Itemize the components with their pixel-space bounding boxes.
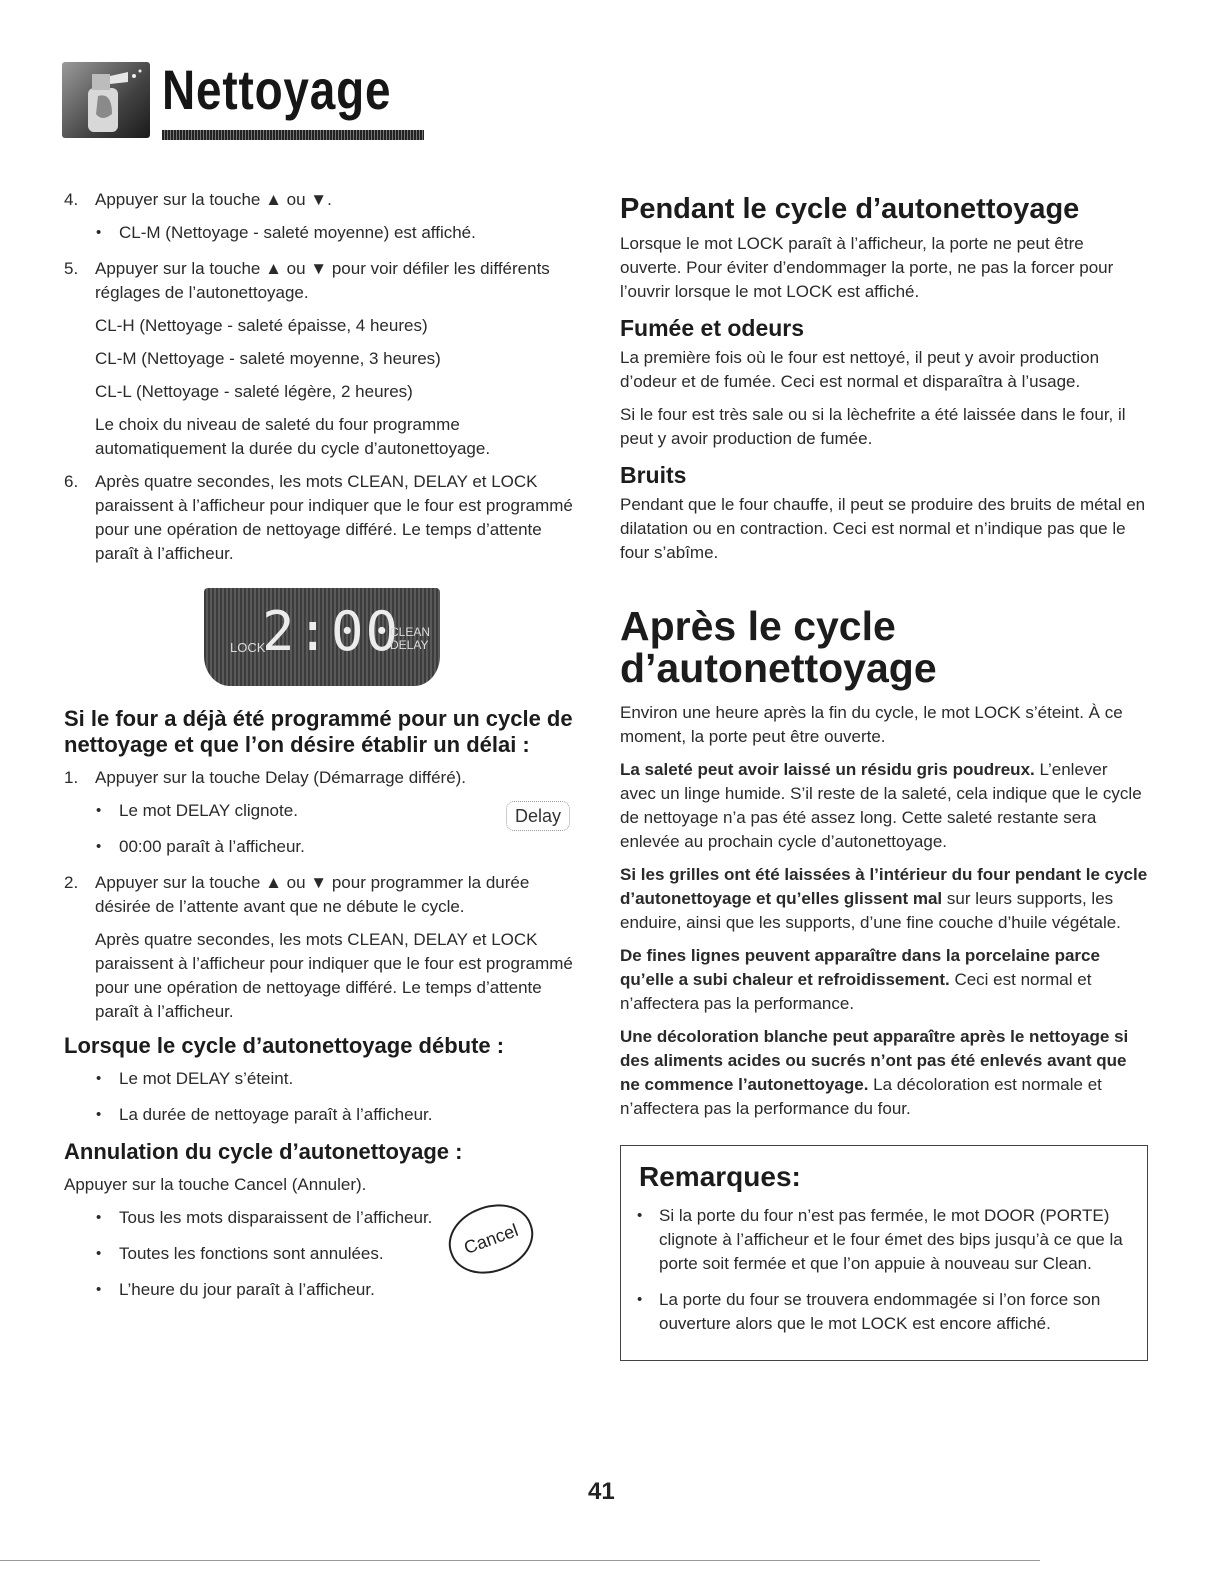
display-delay-label: DELAY: [390, 638, 429, 652]
cancel-bullets: [64, 1206, 584, 1302]
display-lock-label: LOCK: [230, 640, 266, 655]
cancel-button-illustration: Cancel: [439, 1193, 542, 1284]
remarks-title: Remarques:: [639, 1161, 801, 1192]
clean-level-medium: CL-M (Nettoyage - saleté moyenne, 3 heures): [95, 349, 441, 368]
racks-lead: Si les grilles ont été laissées à l’intérieur du four pendant le cycle d’autonettoyage et qu’elles glissent mal: [620, 865, 1148, 908]
list-item: • Toutes les fonctions sont annulées.: [64, 1242, 584, 1266]
delay-bullets: [64, 799, 584, 859]
oven-display-illustration: [204, 588, 440, 686]
lines-paragraph: [620, 944, 1148, 1016]
after-heading: [620, 605, 1148, 689]
bottom-divider: [0, 1560, 1040, 1561]
step-5: [64, 257, 584, 305]
start-heading: Lorsque le cycle d’autonettoyage débute :: [64, 1033, 505, 1058]
display-digits: 2:00: [262, 600, 401, 663]
smoke-text-1: La première fois où le four est nettoyé, il peut y avoir production d’odeur et de fumée. Ceci est normal et disparaîtra à l’usage.: [620, 348, 1100, 391]
list-item: • Le mot DELAY s’éteint.: [64, 1067, 584, 1091]
list-item: • Le mot DELAY clignote.: [64, 799, 584, 823]
step-4: [64, 188, 584, 212]
smoke-text-2: Si le four est très sale ou si la lèchefrite a été laissée dans le four, il peut y avoir production de fumée.: [620, 405, 1126, 448]
noise-heading: Bruits: [620, 462, 687, 488]
step-5-note: Le choix du niveau de saleté du four programme automatiquement la durée du cycle d’autonettoyage.: [95, 415, 491, 458]
residue-text: L’enlever avec un linge humide. S’il reste de la saleté, cela indique que le cycle de nettoyage n’a pas été assez long. Cette saleté restante sera enlevée au prochain cycle d’autonettoyage.: [620, 760, 1142, 851]
delay-step-1: [64, 766, 584, 790]
delay-step-2: [64, 871, 584, 919]
list-item: • Si la porte du four n’est pas fermée, le mot DOOR (PORTE) clignote à l’afficheur et le four émet des bips jusqu’à ce que la porte soit fermée et que l’on appuie à nouveau sur Clean.: [637, 1204, 1131, 1276]
delay-step-2-note: Après quatre secondes, les mots CLEAN, DELAY et LOCK paraissent à l’afficheur pour indiquer que le four est programmé pour une opération de nettoyage différé. Le temps d’attente paraît à l’afficheur.: [95, 930, 573, 1021]
noise-text: Pendant que le four chauffe, il peut se produire des bruits de métal en dilatation ou en contraction. Ceci est normal et n’indique pas que le four s’abîme.: [620, 495, 1146, 562]
right-column: [620, 192, 1148, 1361]
discoloration-lead: Une décoloration blanche peut apparaître après le nettoyage si des aliments acides ou sucrés n’ont pas été enlevés avant que ne commence l’autonettoyage.: [620, 1027, 1129, 1094]
page-number: 41: [588, 1478, 615, 1505]
list-item: • La durée de nettoyage paraît à l’afficheur.: [64, 1103, 584, 1127]
display-clean-delay-label: [390, 626, 430, 652]
delay-button-illustration: Delay: [506, 801, 570, 831]
left-column: [64, 188, 584, 1314]
list-item: • La porte du four se trouvera endommagée si l’on force son ouverture alors que le mot LOCK est encore affiché.: [637, 1288, 1131, 1336]
page-header: [62, 58, 392, 148]
racks-paragraph: [620, 863, 1148, 935]
lines-lead: De fines lignes peuvent apparaître dans la porcelaine parce qu’elle a subi chaleur et refroidissement.: [620, 946, 1100, 989]
step-number: 1.: [64, 768, 79, 787]
title-underline: [162, 130, 424, 140]
cancel-intro: Appuyer sur la touche Cancel (Annuler).: [64, 1175, 367, 1194]
step-number: 6.: [64, 472, 79, 491]
discoloration-text: La décoloration est normale et n’affectera pas la performance du four.: [620, 1075, 1102, 1118]
list-item: • L’heure du jour paraît à l’afficheur.: [64, 1278, 584, 1302]
smoke-heading: Fumée et odeurs: [620, 315, 805, 341]
during-text: Lorsque le mot LOCK paraît à l’afficheur, la porte ne peut être ouverte. Pour éviter d’endommager la porte, ne pas la forcer pour l’ouvrir lorsque le mot LOCK est affiché.: [620, 234, 1114, 301]
display-clean-label: CLEAN: [390, 625, 431, 639]
step-text: Après quatre secondes, les mots CLEAN, DELAY et LOCK paraissent à l’afficheur pour indiquer que le four est programmé pour une opération de nettoyage différé. Le temps d’attente paraît à l’afficheur.: [95, 472, 573, 563]
racks-text: sur leurs supports, les enduire, ainsi que les supports, d’une fine couche d’huile végétale.: [620, 889, 1121, 932]
after-heading-line-1: Après le cycle: [620, 603, 896, 649]
list-item: • CL-M (Nettoyage - saleté moyenne) est affiché.: [64, 221, 584, 245]
step-text: Appuyer sur la touche ▲ ou ▼.: [95, 190, 332, 209]
residue-lead: La saleté peut avoir laissé un résidu gris poudreux.: [620, 760, 1035, 779]
delay-heading: Si le four a déjà été programmé pour un cycle de nettoyage et que l’on désire établir un délai :: [64, 706, 573, 757]
step-text: Appuyer sur la touche ▲ ou ▼ pour voir défiler les différents réglages de l’autonettoyage.: [95, 259, 550, 302]
spray-cleaner-icon: [62, 62, 150, 138]
after-text: Environ une heure après la fin du cycle, le mot LOCK s’éteint. À ce moment, la porte peut être ouverte.: [620, 703, 1123, 746]
step-text: Appuyer sur la touche Delay (Démarrage différé).: [95, 768, 467, 787]
step-6: [64, 470, 584, 566]
after-heading-line-2: d’autonettoyage: [620, 645, 937, 691]
list-item: • Tous les mots disparaissent de l’afficheur.: [64, 1206, 584, 1230]
clean-level-high: CL-H (Nettoyage - saleté épaisse, 4 heures): [95, 316, 428, 335]
during-heading: Pendant le cycle d’autonettoyage: [620, 193, 1080, 225]
step-number: 5.: [64, 259, 79, 278]
clean-level-light: CL-L (Nettoyage - saleté légère, 2 heures): [95, 382, 413, 401]
cancel-heading: Annulation du cycle d’autonettoyage :: [64, 1139, 463, 1164]
page-title: Nettoyage: [162, 58, 392, 121]
step-number: 2.: [64, 873, 79, 892]
lines-text: Ceci est normal et n’affectera pas la performance.: [620, 970, 1092, 1013]
discoloration-paragraph: [620, 1025, 1148, 1121]
step-number: 4.: [64, 190, 79, 209]
list-item: • 00:00 paraît à l’afficheur.: [64, 835, 584, 859]
step-text: Appuyer sur la touche ▲ ou ▼ pour programmer la durée désirée de l’attente avant que ne débute le cycle.: [95, 873, 530, 916]
residue-paragraph: [620, 758, 1148, 854]
remarks-box: [620, 1145, 1148, 1361]
